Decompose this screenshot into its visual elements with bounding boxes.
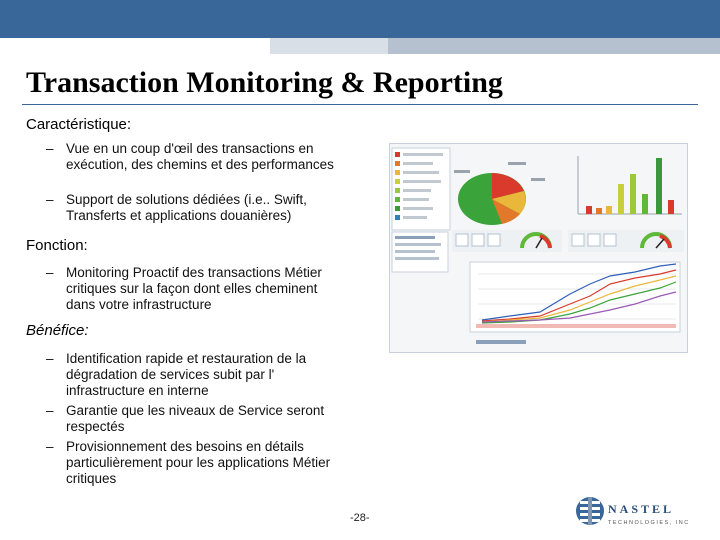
bullet-item: – Identification rapide et restauration de la dégradation de services subit par l' infrastructure en interne [46,351,307,398]
nastel-logo-icon [574,493,690,529]
section-heading-benefice: Bénéfice: [26,322,89,339]
bullet-item: – Garantie que les niveaux de Service seront respectés [46,403,325,434]
bullet-item: – Vue en un coup d'œil des transactions en exécution, des chemins et des performances [46,141,334,172]
page-number: -28- [350,512,370,524]
header-bar [0,0,720,38]
bullet-item: – Provisionnement des besoins en détails particulièrement pour les applications Métier critiques [46,439,331,486]
header-strip-mid [388,38,720,54]
bullet-item: – Monitoring Proactif des transactions Métier critiques sur la façon dont elles cheminent dans votre infrastructure [46,265,322,312]
company-logo [574,493,690,529]
bullet-item: – Support de solutions dédiées (i.e.. Swift, Transferts et applications douanières) [46,192,307,223]
section-heading-caracteristique: Caractéristique: [26,116,132,133]
section-heading-fonction: Fonction: [26,237,88,254]
svg-text:TECHNOLOGIES, INC: TECHNOLOGIES, INC [608,520,690,526]
title-rule [22,104,698,105]
header-strip-light [270,38,388,54]
dashboard-screenshot [389,143,688,353]
dashboard-illustration [390,144,687,352]
svg-text:NASTEL: NASTEL [608,502,675,516]
page-title: Transaction Monitoring & Reporting [26,66,503,99]
